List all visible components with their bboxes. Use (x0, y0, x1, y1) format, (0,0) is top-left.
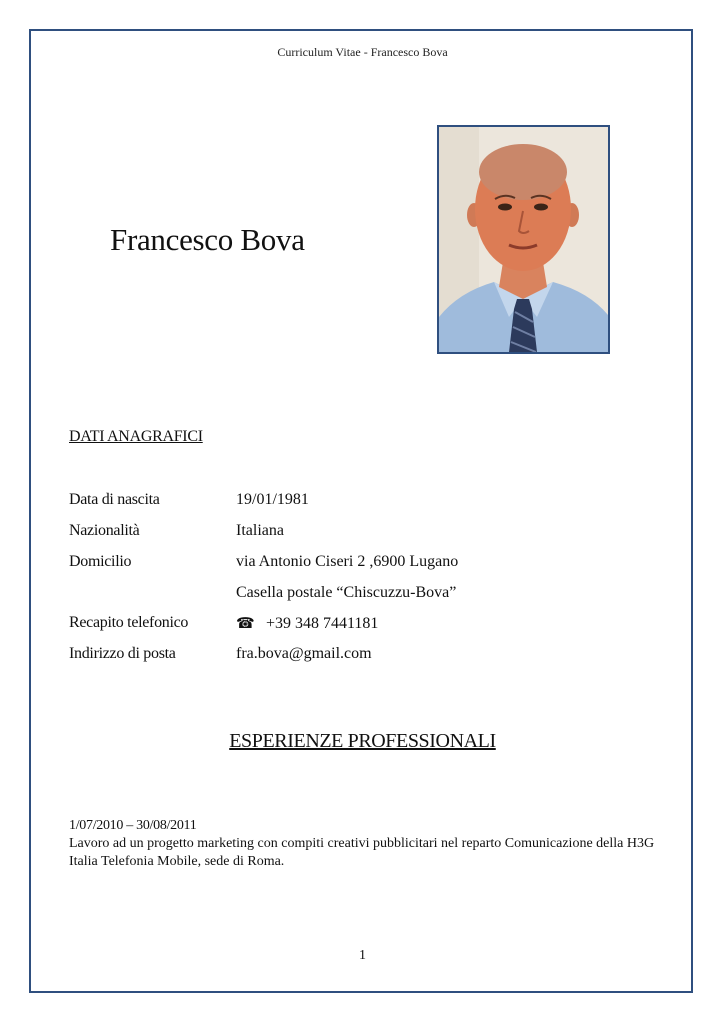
po-box-value: Casella postale “Chiscuzzu-Bova” (236, 584, 457, 601)
phone-value: +39 348 7441181 (266, 615, 379, 632)
experience-period: 1/07/2010 – 30/08/2011 (69, 818, 197, 833)
page-header: Curriculum Vitae - Francesco Bova (277, 45, 448, 59)
phone-row (236, 614, 378, 633)
experience-heading: ESPERIENZE PROFESSIONALI (229, 730, 496, 752)
page-number: 1 (359, 948, 366, 963)
nationality-value: Italiana (236, 522, 284, 539)
portrait-illustration (439, 127, 608, 352)
email-label: Indirizzo di posta (69, 645, 176, 662)
profile-photo (437, 125, 610, 354)
phone-label: Recapito telefonico (69, 614, 189, 631)
personal-data-heading: DATI ANAGRAFICI (69, 428, 203, 445)
birth-date-value: 19/01/1981 (236, 491, 309, 508)
telephone-icon: ☎ (236, 616, 255, 632)
nationality-label: Nazionalità (69, 522, 140, 539)
experience-description: Lavoro ad un progetto marketing con compiti creativi pubblicitari nel reparto Comunicazione della H3G Italia Telefonia Mobile, sede di Roma. (69, 836, 655, 869)
email-value[interactable]: fra.bova@gmail.com (236, 645, 372, 662)
candidate-name: Francesco Bova (110, 222, 305, 257)
birth-date-label: Data di nascita (69, 491, 160, 508)
address-value: via Antonio Ciseri 2 ,6900 Lugano (236, 553, 459, 570)
address-label: Domicilio (69, 553, 132, 570)
